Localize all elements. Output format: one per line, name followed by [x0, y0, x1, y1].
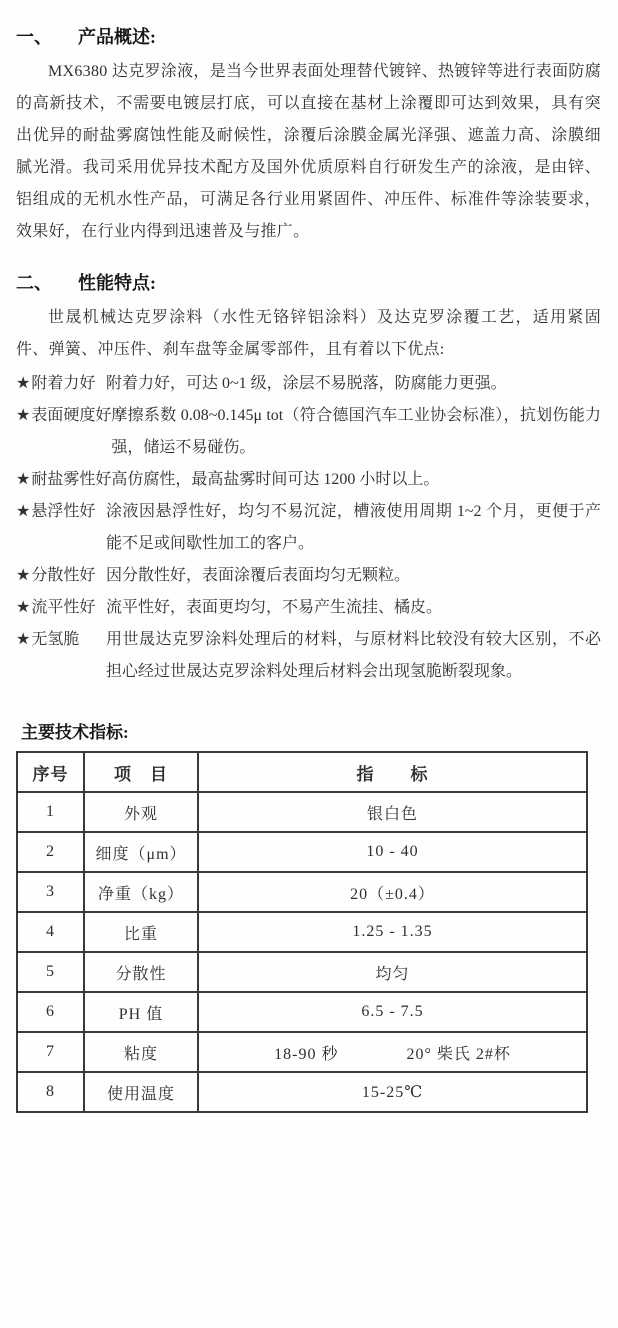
cell-index: 1: [17, 792, 84, 832]
cell-item: 外观: [84, 792, 198, 832]
star-icon: ★: [16, 599, 31, 616]
star-icon: ★: [16, 375, 31, 392]
cell-index: 4: [17, 912, 84, 952]
feature-description: 流平性好，表面更均匀，不易产生流挂、橘皮。: [106, 599, 443, 616]
star-icon: ★: [16, 567, 31, 584]
section2-intro: 世晟机械达克罗涂料（水性无铬锌铝涂料）及达克罗涂覆工艺，适用紧固件、弹簧、冲压件、刹车盘等金属零部件，且有着以下优点:: [16, 309, 601, 358]
feature-description: 高仿腐性，最高盐雾时间可达 1200 小时以上。: [111, 471, 440, 488]
cell-index: 6: [17, 992, 84, 1032]
feature-label: [16, 624, 106, 688]
col-header-item: 项 目: [84, 752, 198, 792]
section-performance-features: [16, 270, 601, 688]
feature-item: [16, 368, 601, 400]
cell-item: PH 值: [84, 992, 198, 1032]
table-row: [17, 992, 587, 1032]
section2-title: 性能特点:: [78, 273, 156, 293]
feature-item: [16, 464, 601, 496]
star-icon: ★: [16, 631, 31, 648]
table-row: [17, 912, 587, 952]
section1-number: 一、: [16, 27, 52, 47]
cell-value: 10 - 40: [198, 832, 587, 872]
section-product-overview: [16, 24, 601, 248]
feature-name: 流平性好: [31, 599, 96, 616]
feature-item: [16, 400, 601, 464]
feature-label: [16, 400, 111, 464]
feature-description: 用世晟达克罗涂料处理后的材料，与原材料比较没有较大区别，不必担心经过世晟达克罗涂料处理后材料会出现氢脆断裂现象。: [106, 631, 601, 680]
cell-item: 净重（kg）: [84, 872, 198, 912]
feature-item: [16, 592, 601, 624]
cell-index: 3: [17, 872, 84, 912]
cell-item: 使用温度: [84, 1072, 198, 1112]
cell-index: 5: [17, 952, 84, 992]
feature-description: 因分散性好，表面涂覆后表面均匀无颗粒。: [106, 567, 411, 584]
specs-table: [16, 751, 588, 1113]
cell-value: 18-90 秒 20° 柴氏 2#杯: [198, 1032, 587, 1072]
feature-item: [16, 624, 601, 688]
feature-description: 摩擦系数 0.08~0.145μ tot（符合德国汽车工业协会标准），抗划伤能力强，储运不易碰伤。: [111, 407, 601, 456]
cell-value: 均匀: [198, 952, 587, 992]
specs-title: 主要技术指标:: [21, 723, 129, 742]
feature-name: 分散性好: [31, 567, 96, 584]
section2-heading: [16, 270, 601, 296]
feature-item: [16, 496, 601, 560]
section2-number: 二、: [16, 273, 52, 293]
cell-item: 粘度: [84, 1032, 198, 1072]
section1-paragraph-text: 达克罗涂液，是当今世界表面处理替代镀锌、热镀锌等进行表面防腐的高新技术，不需要电镀层打底，可以直接在基材上涂覆即可达到效果，具有突出优异的耐盐雾腐蚀性能及耐候性，涂覆后涂膜金属光泽强、遮盖力高、涂膜细腻光滑。我司采用优异技术配方及国外优质原料自行研发生产的涂液，是由锌、铝组成的无机水性产品，可满足各行业用紧固件、冲压件、标准件等涂装要求，效果好，在行业内得到迅速普及与推广。: [16, 63, 601, 240]
col-header-index: 序号: [17, 752, 84, 792]
cell-value: 20（±0.4）: [198, 872, 587, 912]
table-row: [17, 1072, 587, 1112]
feature-description: 附着力好，可达 0~1 级，涂层不易脱落，防腐能力更强。: [106, 375, 507, 392]
star-icon: ★: [16, 503, 31, 520]
product-code: MX6380: [48, 63, 108, 80]
table-header-row: [17, 752, 587, 792]
cell-item: 比重: [84, 912, 198, 952]
feature-description: 涂液因悬浮性好，均匀不易沉淀，槽液使用周期 1~2 个月，更便于产能不足或间歇性加工的客户。: [106, 503, 601, 552]
feature-name: 表面硬度好: [31, 407, 112, 424]
feature-label: [16, 496, 106, 560]
feature-name: 附着力好: [31, 375, 96, 392]
feature-list: [16, 368, 601, 688]
feature-item: [16, 560, 601, 592]
cell-index: 8: [17, 1072, 84, 1112]
feature-label: [16, 464, 111, 496]
section1-paragraph: [16, 56, 601, 248]
table-row: [17, 792, 587, 832]
feature-name: 悬浮性好: [31, 503, 96, 520]
table-row: [17, 832, 587, 872]
star-icon: ★: [16, 471, 31, 488]
table-row: [17, 872, 587, 912]
cell-item: 细度（μm）: [84, 832, 198, 872]
section-technical-specs: [16, 718, 601, 1113]
table-row: [17, 1032, 587, 1072]
feature-name: 耐盐雾性好: [31, 471, 112, 488]
section1-title: 产品概述:: [78, 27, 156, 47]
cell-index: 7: [17, 1032, 84, 1072]
star-icon: ★: [16, 407, 31, 424]
feature-label: [16, 592, 106, 624]
feature-name: 无氢脆: [31, 631, 80, 648]
cell-value: 6.5 - 7.5: [198, 992, 587, 1032]
feature-label: [16, 368, 106, 400]
cell-index: 2: [17, 832, 84, 872]
feature-label: [16, 560, 106, 592]
section1-heading: [16, 24, 601, 50]
cell-value: 1.25 - 1.35: [198, 912, 587, 952]
cell-value: 15-25℃: [198, 1072, 587, 1112]
col-header-value: 指 标: [198, 752, 587, 792]
cell-item: 分散性: [84, 952, 198, 992]
table-row: [17, 952, 587, 992]
cell-value: 银白色: [198, 792, 587, 832]
